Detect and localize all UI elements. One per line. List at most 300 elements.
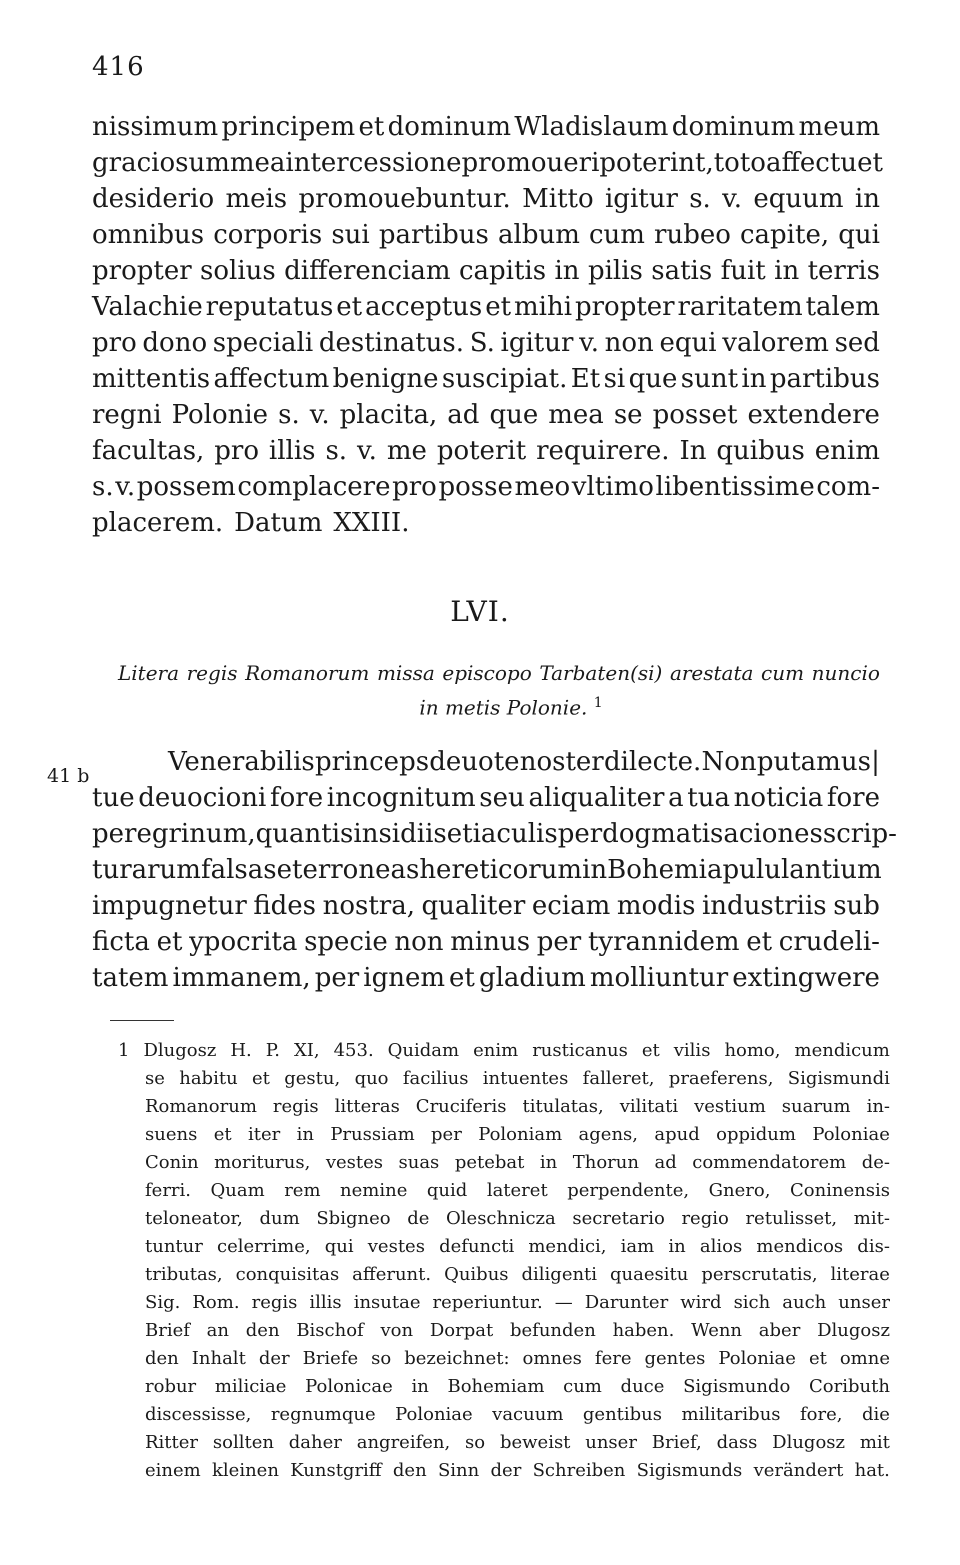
word: literae bbox=[830, 1264, 890, 1285]
word: sed bbox=[834, 328, 880, 358]
word: v. bbox=[309, 400, 330, 430]
word: moriturus, bbox=[214, 1152, 311, 1173]
word: nostra, bbox=[322, 891, 415, 921]
word: quo bbox=[354, 1068, 389, 1089]
word: rem bbox=[284, 1180, 321, 1201]
word: peregrinum, bbox=[92, 819, 256, 849]
word: propter bbox=[92, 256, 192, 286]
word: sui bbox=[331, 220, 370, 250]
letter-line bbox=[92, 819, 897, 849]
word: intuentes bbox=[482, 1068, 569, 1089]
word: cum bbox=[563, 1376, 602, 1397]
word: putamus bbox=[756, 747, 871, 777]
word: aber bbox=[758, 1320, 801, 1341]
footnote-line bbox=[145, 1180, 890, 1202]
footnote-line bbox=[145, 1096, 890, 1118]
word: v. bbox=[357, 436, 377, 466]
word: noster bbox=[519, 747, 604, 777]
word: dis- bbox=[857, 1236, 890, 1257]
word: terris bbox=[807, 256, 880, 286]
word: enim bbox=[473, 1040, 519, 1061]
word: defuncti bbox=[439, 1236, 515, 1257]
word: ferri. bbox=[145, 1180, 192, 1201]
letter-line bbox=[92, 963, 880, 993]
word: valorem bbox=[722, 328, 829, 358]
word: sollten bbox=[212, 1432, 274, 1453]
word: placita, bbox=[339, 400, 438, 430]
word: Wladislaum bbox=[514, 112, 669, 142]
word: et bbox=[641, 1040, 660, 1061]
word: promouebuntur. bbox=[298, 184, 511, 214]
word: so bbox=[371, 1348, 392, 1369]
word: que bbox=[489, 400, 539, 430]
word: Poloniae bbox=[812, 1124, 890, 1145]
word: nissimum bbox=[92, 112, 219, 142]
word: Mitto bbox=[522, 184, 594, 214]
word: Dlugosz bbox=[817, 1320, 890, 1341]
word: ignem bbox=[363, 963, 445, 993]
word: missa bbox=[376, 661, 435, 685]
body-line bbox=[92, 256, 880, 286]
word: partibus bbox=[769, 364, 880, 394]
word: homo, bbox=[724, 1040, 781, 1061]
body-line bbox=[92, 184, 880, 214]
footnote-line bbox=[145, 1376, 890, 1398]
word: illis bbox=[268, 436, 316, 466]
word: mittentis bbox=[92, 364, 211, 394]
body-line bbox=[92, 472, 880, 502]
footnote-line bbox=[145, 1264, 890, 1286]
footnote-line bbox=[145, 1404, 890, 1426]
word: mit bbox=[859, 1432, 890, 1453]
word: Inhalt bbox=[191, 1348, 246, 1369]
word: crudeli- bbox=[778, 927, 880, 957]
letter-line bbox=[168, 747, 880, 777]
word: reperiuntur. bbox=[432, 1292, 543, 1313]
word: mit- bbox=[853, 1208, 890, 1229]
word: et bbox=[276, 855, 303, 885]
word: differenciam bbox=[284, 256, 451, 286]
word: in bbox=[668, 1236, 686, 1257]
word: 1 bbox=[118, 1040, 130, 1061]
word: Cruciferis bbox=[415, 1096, 507, 1117]
word: mendicos bbox=[756, 1236, 844, 1257]
word: album bbox=[498, 220, 580, 250]
word: in bbox=[554, 256, 580, 286]
word: pululantium bbox=[722, 855, 882, 885]
word: et bbox=[446, 819, 473, 849]
word: corporis bbox=[213, 220, 323, 250]
word: possem bbox=[136, 472, 236, 502]
word: non bbox=[604, 328, 654, 358]
word: et bbox=[449, 963, 475, 993]
word: qui bbox=[838, 220, 880, 250]
word: v. bbox=[579, 328, 599, 358]
word: diligenti bbox=[521, 1264, 598, 1285]
word: befunden bbox=[510, 1320, 596, 1341]
word: tributas, bbox=[145, 1264, 223, 1285]
word: s. bbox=[92, 472, 114, 502]
word: placerem. bbox=[92, 508, 224, 538]
word: retulisset, bbox=[745, 1208, 838, 1229]
word: et bbox=[252, 1068, 270, 1089]
word: tyrannidem bbox=[587, 927, 740, 957]
word: robur bbox=[145, 1376, 197, 1397]
word: destinatus. bbox=[318, 328, 465, 358]
section-subtitle-line bbox=[130, 690, 892, 721]
word: raritatem bbox=[677, 292, 803, 322]
footnote-line bbox=[145, 1208, 890, 1230]
word: eciam bbox=[531, 891, 611, 921]
word: XXIII. bbox=[333, 508, 410, 538]
footnote-line bbox=[145, 1460, 890, 1482]
word: in- bbox=[866, 1096, 890, 1117]
word: illis bbox=[309, 1292, 342, 1313]
word: dominum bbox=[671, 112, 796, 142]
word: episcopo bbox=[442, 661, 532, 685]
word: enim bbox=[814, 436, 880, 466]
word: den bbox=[245, 1320, 280, 1341]
word: per bbox=[536, 927, 582, 957]
word: suarum bbox=[781, 1096, 851, 1117]
word: apud bbox=[654, 1124, 700, 1145]
word: den bbox=[392, 1460, 427, 1481]
word: Bohemiam bbox=[447, 1376, 545, 1397]
word: a bbox=[668, 783, 684, 813]
body-line bbox=[92, 328, 880, 358]
word: in bbox=[741, 364, 767, 394]
word: unser bbox=[585, 1432, 637, 1453]
word: litteras bbox=[334, 1096, 400, 1117]
word: in bbox=[774, 256, 800, 286]
word: Romanorum bbox=[145, 1096, 257, 1117]
word: in bbox=[854, 184, 880, 214]
footnote-line bbox=[118, 1040, 890, 1062]
word: incognitum bbox=[326, 783, 476, 813]
word: rusticanus bbox=[532, 1040, 628, 1061]
word: Poloniam bbox=[478, 1124, 563, 1145]
word: | bbox=[871, 747, 880, 777]
footnote-line bbox=[145, 1348, 890, 1370]
footnote-line bbox=[145, 1124, 890, 1146]
word: fore bbox=[826, 783, 880, 813]
word: quaesitu bbox=[610, 1264, 689, 1285]
letter-line bbox=[92, 927, 880, 957]
letter-line bbox=[92, 891, 880, 921]
margin-folio-note: 41 b bbox=[47, 765, 90, 787]
word: vestes bbox=[367, 1236, 425, 1257]
word: conquisitas bbox=[235, 1264, 340, 1285]
word: vacuum bbox=[492, 1404, 564, 1425]
word: Gnero, bbox=[708, 1180, 771, 1201]
word: angreifen, bbox=[356, 1432, 451, 1453]
word: posset bbox=[652, 400, 738, 430]
word: nemine bbox=[340, 1180, 408, 1201]
word: perpendente, bbox=[567, 1180, 690, 1201]
word: sub bbox=[833, 891, 880, 921]
word: molliuntur bbox=[589, 963, 729, 993]
word: Schreiben bbox=[532, 1460, 626, 1481]
word: auch bbox=[782, 1292, 827, 1313]
word: duce bbox=[620, 1376, 665, 1397]
word: 453. bbox=[333, 1040, 374, 1061]
word: quibus bbox=[716, 436, 805, 466]
word: in bbox=[411, 1376, 429, 1397]
word: mea bbox=[229, 148, 286, 178]
word: s. bbox=[278, 400, 300, 430]
word: intercessione bbox=[285, 148, 462, 178]
word: tatem bbox=[92, 963, 169, 993]
word: iam bbox=[620, 1236, 655, 1257]
word: dominum bbox=[387, 112, 512, 142]
word: impugnetur bbox=[92, 891, 247, 921]
word: in bbox=[539, 1152, 558, 1173]
word: alios bbox=[699, 1236, 743, 1257]
word: modis bbox=[616, 891, 696, 921]
word: minus bbox=[450, 927, 531, 957]
body-line bbox=[92, 148, 883, 178]
word: scrip- bbox=[822, 819, 897, 849]
word: dono bbox=[142, 328, 208, 358]
word: vltimo bbox=[571, 472, 654, 502]
word: aliqualiter bbox=[528, 783, 665, 813]
word: regni bbox=[92, 400, 162, 430]
word: pro bbox=[392, 472, 437, 502]
word: propter bbox=[574, 292, 675, 322]
word: poterint, bbox=[599, 148, 714, 178]
word: S. bbox=[469, 328, 495, 358]
word: agens, bbox=[578, 1124, 638, 1145]
word: rubeo bbox=[654, 220, 731, 250]
word: Litera bbox=[118, 661, 180, 685]
word: et bbox=[808, 1348, 827, 1369]
word: Polonicae bbox=[305, 1376, 393, 1397]
word: arestata bbox=[669, 661, 754, 685]
word: desiderio bbox=[92, 184, 215, 214]
word: regis bbox=[251, 1292, 298, 1313]
word: Brief bbox=[145, 1320, 190, 1341]
word: lateret bbox=[486, 1180, 548, 1201]
word: equi bbox=[659, 328, 717, 358]
body-line bbox=[92, 112, 880, 142]
word: reputatus bbox=[205, 292, 334, 322]
word: hat. bbox=[854, 1460, 890, 1481]
word: — bbox=[554, 1292, 573, 1313]
word: regnumque bbox=[270, 1404, 376, 1425]
word: Thorun bbox=[572, 1152, 639, 1173]
word: specie bbox=[304, 927, 388, 957]
word: hereticorum bbox=[419, 855, 583, 885]
word: vestium bbox=[694, 1096, 766, 1117]
word: graciosum bbox=[92, 148, 230, 178]
word: omne bbox=[839, 1348, 890, 1369]
word: cum bbox=[761, 661, 805, 685]
page-number: 416 bbox=[92, 52, 145, 82]
word: kleinen bbox=[212, 1460, 279, 1481]
word: Coninensis bbox=[789, 1180, 890, 1201]
word: de- bbox=[861, 1152, 890, 1173]
body-line bbox=[92, 364, 880, 394]
word: Brief, bbox=[651, 1432, 702, 1453]
word: seu bbox=[479, 783, 525, 813]
word: falsas bbox=[200, 855, 277, 885]
word: tua bbox=[687, 783, 730, 813]
word: Kunstgriff bbox=[290, 1460, 382, 1481]
word: capite, bbox=[739, 220, 830, 250]
word: non bbox=[394, 927, 444, 957]
word: Oleschnicza bbox=[446, 1208, 556, 1229]
footnote-line bbox=[145, 1320, 890, 1342]
footnote-line bbox=[145, 1068, 890, 1090]
word: vilitati bbox=[619, 1096, 679, 1117]
word: vestes bbox=[325, 1152, 383, 1173]
word: Quam bbox=[210, 1180, 265, 1201]
word: erroneas bbox=[302, 855, 420, 885]
word: daher bbox=[288, 1432, 342, 1453]
word: Darunter bbox=[584, 1292, 669, 1313]
word: insidiis bbox=[353, 819, 447, 849]
word: Bohemia bbox=[607, 855, 723, 885]
word: Briefe bbox=[302, 1348, 359, 1369]
footnote-line bbox=[145, 1432, 890, 1454]
word: se bbox=[613, 400, 643, 430]
word: si bbox=[603, 364, 626, 394]
word: igitur bbox=[500, 328, 574, 358]
word: que bbox=[628, 364, 678, 394]
word: Tarbaten(si) bbox=[539, 661, 663, 685]
word: facilius bbox=[402, 1068, 469, 1089]
word: beweist bbox=[499, 1432, 571, 1453]
word: partibus bbox=[378, 220, 489, 250]
word: Sinn bbox=[437, 1460, 480, 1481]
word: tue bbox=[92, 783, 135, 813]
word: commendatorem bbox=[692, 1152, 847, 1173]
word: Dorpat bbox=[429, 1320, 494, 1341]
footnote-line bbox=[145, 1236, 890, 1258]
word: falleret, bbox=[582, 1068, 655, 1089]
word: P. bbox=[265, 1040, 280, 1061]
word: praeferens, bbox=[668, 1068, 774, 1089]
section-subtitle-text: in metis Polonie. bbox=[419, 695, 588, 720]
section-heading: LVI. bbox=[450, 595, 510, 628]
word: sich bbox=[733, 1292, 771, 1313]
body-line bbox=[92, 292, 880, 322]
word: dum bbox=[259, 1208, 300, 1229]
word: Datum bbox=[234, 508, 323, 538]
word: XI, bbox=[293, 1040, 320, 1061]
word: se bbox=[145, 1068, 165, 1089]
word: Quidam bbox=[387, 1040, 460, 1061]
word: habitu bbox=[179, 1068, 238, 1089]
word: perscrutatis, bbox=[701, 1264, 818, 1285]
word: satis bbox=[651, 256, 713, 286]
word: et bbox=[156, 927, 183, 957]
word: Sigismundi bbox=[787, 1068, 890, 1089]
word: Poloniae bbox=[718, 1348, 796, 1369]
word: cum bbox=[588, 220, 645, 250]
word: H. bbox=[230, 1040, 252, 1061]
word: gentibus bbox=[582, 1404, 663, 1425]
body-line bbox=[92, 436, 880, 466]
word: ad bbox=[654, 1152, 677, 1173]
word: acceptus bbox=[365, 292, 483, 322]
word: Et bbox=[570, 364, 601, 394]
word: der bbox=[490, 1460, 522, 1481]
word: igitur bbox=[604, 184, 678, 214]
letter-line bbox=[92, 783, 880, 813]
word: teloneator, bbox=[145, 1208, 243, 1229]
word: per bbox=[431, 1124, 462, 1145]
word: sunt bbox=[680, 364, 739, 394]
word: industriis bbox=[701, 891, 827, 921]
word: dogmatisaciones bbox=[602, 819, 823, 849]
word: immanem, bbox=[172, 963, 311, 993]
word: quantis bbox=[255, 819, 354, 849]
word: et bbox=[857, 148, 883, 178]
word: verändert bbox=[753, 1460, 844, 1481]
word: suas bbox=[398, 1152, 440, 1173]
word: de bbox=[407, 1208, 430, 1229]
word: secretario bbox=[572, 1208, 665, 1229]
word: com- bbox=[816, 472, 880, 502]
word: Sigismundo bbox=[683, 1376, 791, 1397]
word: Bischof bbox=[296, 1320, 364, 1341]
word: dilecte. bbox=[603, 747, 702, 777]
word: den bbox=[145, 1348, 179, 1369]
word: ypocrita bbox=[189, 927, 298, 957]
word: Prussiam bbox=[330, 1124, 415, 1145]
word: et bbox=[213, 1124, 232, 1145]
word: affectum bbox=[213, 364, 330, 394]
word: haben. bbox=[612, 1320, 675, 1341]
word: qualiter bbox=[421, 891, 526, 921]
word: bezeichnet: bbox=[404, 1348, 510, 1369]
word: regis bbox=[272, 1096, 319, 1117]
word: Dlugosz bbox=[143, 1040, 217, 1061]
word: unser bbox=[838, 1292, 890, 1313]
word: Ritter bbox=[145, 1432, 199, 1453]
word: principem bbox=[221, 112, 356, 142]
word: nuncio bbox=[811, 661, 880, 685]
body-line bbox=[92, 220, 880, 250]
word: v. bbox=[115, 472, 136, 502]
word: et bbox=[485, 292, 512, 322]
word: extendere bbox=[747, 400, 880, 430]
word: et bbox=[746, 927, 773, 957]
word: requirere. bbox=[536, 436, 670, 466]
word: meis bbox=[225, 184, 288, 214]
word: In bbox=[679, 436, 707, 466]
word: me bbox=[386, 436, 427, 466]
word: pro bbox=[92, 328, 137, 358]
word: Non bbox=[701, 747, 757, 777]
body-line bbox=[92, 400, 880, 430]
word: talem bbox=[805, 292, 880, 322]
word: speciali bbox=[212, 328, 314, 358]
word: Venerabilis bbox=[168, 747, 315, 777]
word: einem bbox=[145, 1460, 201, 1481]
word: iter bbox=[247, 1124, 281, 1145]
footnote-divider bbox=[110, 1020, 174, 1021]
word: benigne bbox=[332, 364, 439, 394]
word: miliciae bbox=[214, 1376, 287, 1397]
word: capitis bbox=[458, 256, 547, 286]
word: ad bbox=[447, 400, 480, 430]
word: solius bbox=[200, 256, 276, 286]
word: turarum bbox=[92, 855, 201, 885]
word: suscipiat. bbox=[441, 364, 568, 394]
word: et bbox=[336, 292, 363, 322]
